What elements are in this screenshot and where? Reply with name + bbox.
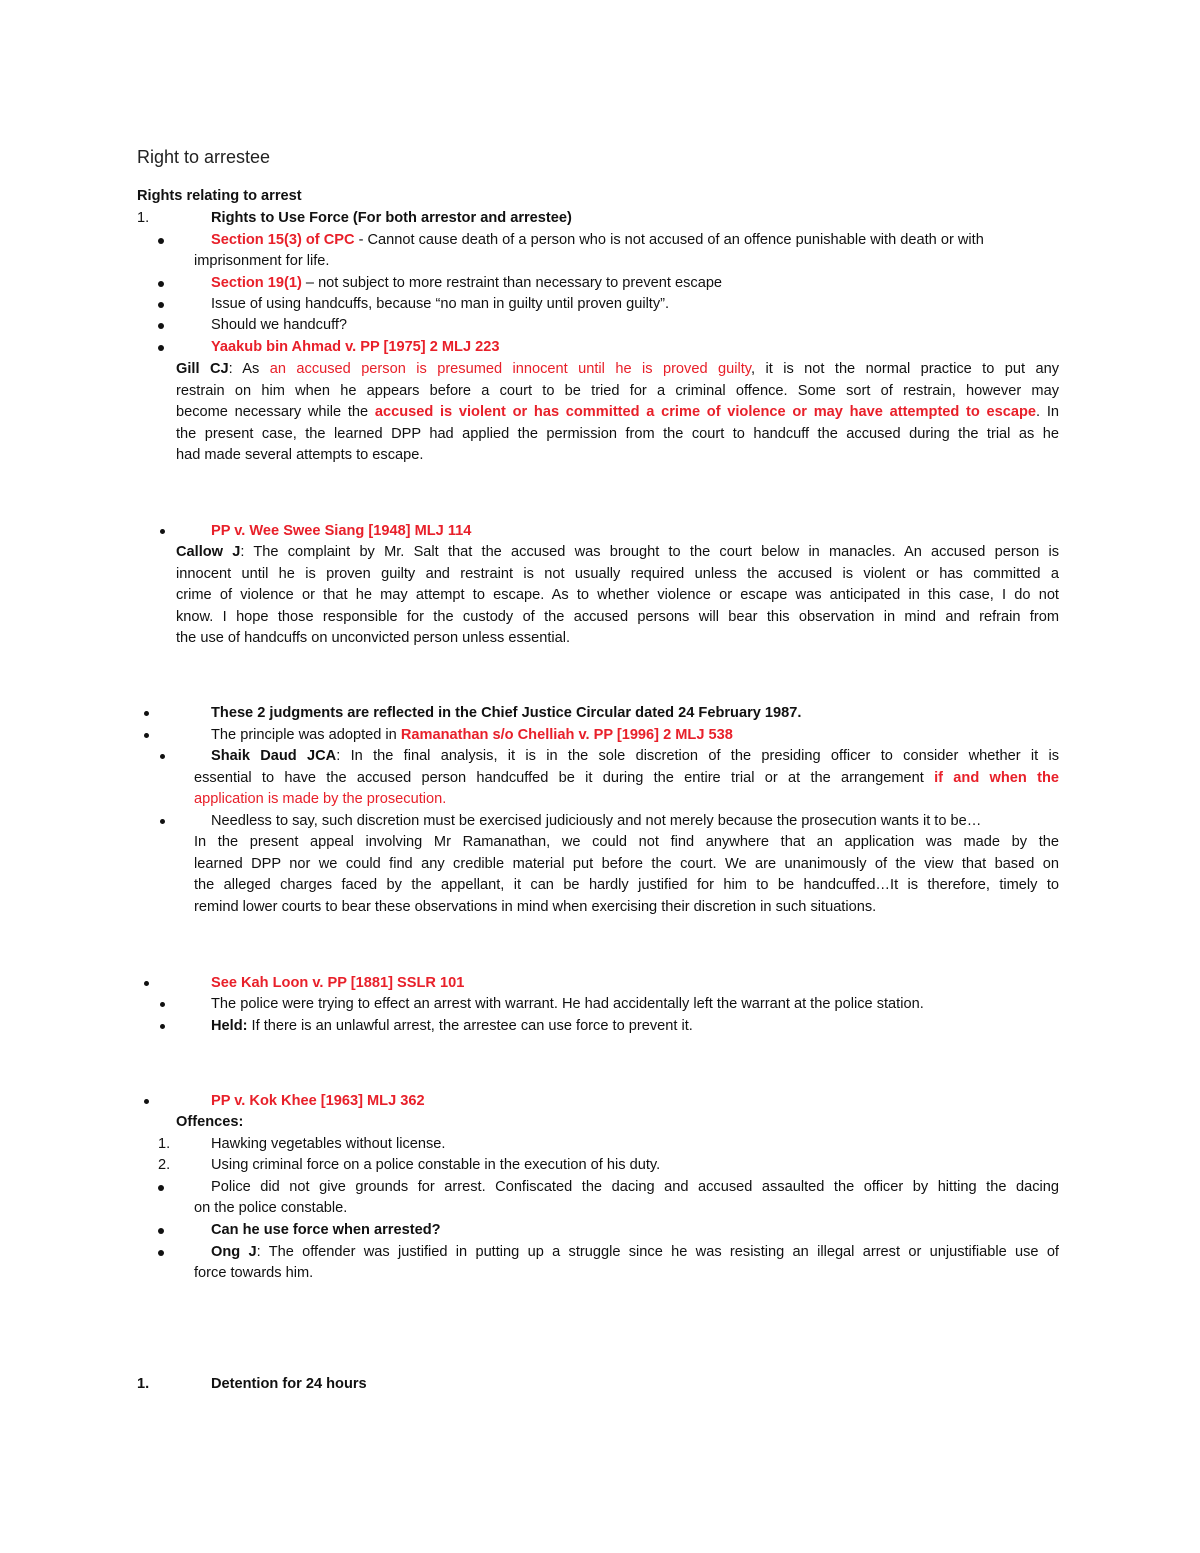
bullet-icon	[160, 1002, 165, 1007]
offences-label: Offences:	[176, 1114, 244, 1130]
page-title: Right to arrestee	[137, 147, 271, 167]
case-citation: PP v. Kok Khee [1963] MLJ 362	[211, 1093, 425, 1109]
judgment-line: Gill CJ: As an accused person is presumed innocent until he is proved guilty, it is not the normal practice to put any	[176, 361, 1060, 377]
judgment-line: learned DPP nor we could find any credible material put before the court. We are unanimously of the view that based on	[194, 856, 1059, 872]
judgment-line: In the present appeal involving Mr Ramanathan, we could not find anywhere that an application was made by the	[194, 834, 1059, 850]
list-item: Using criminal force on a police constable in the execution of his duty.	[211, 1157, 661, 1173]
bullet-icon	[160, 529, 165, 534]
bullet-line: The police were trying to effect an arrest with warrant. He had accidentally left the warrant at the police station.	[211, 996, 924, 1012]
case-citation: Yaakub bin Ahmad v. PP [1975] 2 MLJ 223	[211, 339, 500, 355]
bullet-line: These 2 judgments are reflected in the Chief Justice Circular dated 24 February 1987.	[211, 705, 802, 721]
judgment-line: Needless to say, such discretion must be exercised judiciously and not merely because the prosecution wants it to be…	[211, 813, 982, 829]
bullet-line: Should we handcuff?	[211, 317, 348, 333]
section-heading: Rights relating to arrest	[137, 188, 302, 204]
list-number: 1.	[158, 1136, 171, 1152]
bullet-icon	[158, 1185, 164, 1191]
list-item: Hawking vegetables without license.	[211, 1136, 446, 1152]
judgment-line: Callow J: The complaint by Mr. Salt that the accused was brought to the court below in manacles. An accused person is	[176, 544, 1059, 560]
judgment-line: Shaik Daud JCA: In the final analysis, it is in the sole discretion of the presiding officer to consider whether it is	[211, 748, 1060, 764]
bullet-icon	[160, 819, 165, 824]
list-number: 2.	[158, 1157, 171, 1173]
bullet-icon	[144, 1099, 149, 1104]
bullet-icon	[160, 754, 165, 759]
judgment-line: restrain on him when he appears before a court to be tried for a criminal offence. Some sort of restrain, however may	[176, 383, 1059, 399]
bullet-line: The principle was adopted in Ramanathan s/o Chelliah v. PP [1996] 2 MLJ 538	[211, 727, 733, 743]
list-number: 1.	[137, 210, 150, 226]
judgment-line: become necessary while the accused is violent or has committed a crime of violence or may have attempted to escape. In	[176, 404, 1059, 420]
bullet-icon	[158, 345, 164, 351]
bullet-line: Police did not give grounds for arrest. Confiscated the dacing and accused assaulted the officer by hitting the dacing	[211, 1179, 1059, 1195]
judgment-line: Ong J: The offender was justified in putting up a struggle since he was resisting an illegal arrest or unjustifiable use of	[211, 1244, 1059, 1260]
bullet-icon	[144, 981, 149, 986]
judgment-line: the use of handcuffs on unconvicted person unless essential.	[176, 630, 571, 646]
bullet-line-continued: on the police constable.	[194, 1200, 348, 1216]
judgment-line: had made several attempts to escape.	[176, 447, 424, 463]
bullet-icon	[144, 733, 149, 738]
bullet-line: Section 15(3) of CPC - Cannot cause death of a person who is not accused of an offence punishable with death or with	[211, 232, 984, 248]
bullet-line: Held: If there is an unlawful arrest, the arrestee can use force to prevent it.	[211, 1018, 693, 1034]
judgment-line: innocent until he is proven guilty and restraint is not usually required unless the accused is violent or has committed a	[176, 566, 1059, 582]
bullet-line: Issue of using handcuffs, because “no man in guilty until proven guilty”.	[211, 296, 670, 312]
bullet-line-continued: imprisonment for life.	[194, 253, 330, 269]
judgment-line: the alleged charges faced by the appellant, it can be hardly justified for him to be handcuffed…It is therefore, timely to	[194, 877, 1059, 893]
bullet-icon	[158, 1250, 164, 1256]
bullet-icon	[158, 323, 164, 329]
bullet-icon	[158, 1228, 164, 1234]
bullet-icon	[144, 711, 149, 716]
subsection-title: Detention for 24 hours	[211, 1376, 367, 1392]
judgment-line: know. I hope those responsible for the custody of the accused persons will bear this observation in mind and refrain from	[176, 609, 1059, 625]
judgment-line: remind lower courts to bear these observations in mind when exercising their discretion in such situations.	[194, 899, 877, 915]
judgment-line: application is made by the prosecution.	[194, 791, 447, 807]
bullet-icon	[160, 1024, 165, 1029]
judgment-line: essential to have the accused person handcuffed be it during the entire trial or at the arrangement if and when the	[194, 770, 1059, 786]
case-citation: PP v. Wee Swee Siang [1948] MLJ 114	[211, 523, 472, 539]
bullet-line: Section 19(1) – not subject to more restraint than necessary to prevent escape	[211, 275, 723, 291]
judgment-line: the present case, the learned DPP had applied the permission from the court to handcuff the accused during the trial as he	[176, 426, 1059, 442]
bullet-icon	[158, 302, 164, 308]
bullet-icon	[158, 281, 164, 287]
subsection-title: Rights to Use Force (For both arrestor and arrestee)	[211, 210, 572, 226]
bullet-line: Can he use force when arrested?	[211, 1222, 441, 1238]
list-number: 1.	[137, 1376, 150, 1392]
judgment-line: force towards him.	[194, 1265, 314, 1281]
judgment-line: crime of violence or that he may attempt to escape. As to whether violence or escape was anticipated in this case, I do not	[176, 587, 1059, 603]
bullet-icon	[158, 238, 164, 244]
case-citation: See Kah Loon v. PP [1881] SSLR 101	[211, 975, 465, 991]
